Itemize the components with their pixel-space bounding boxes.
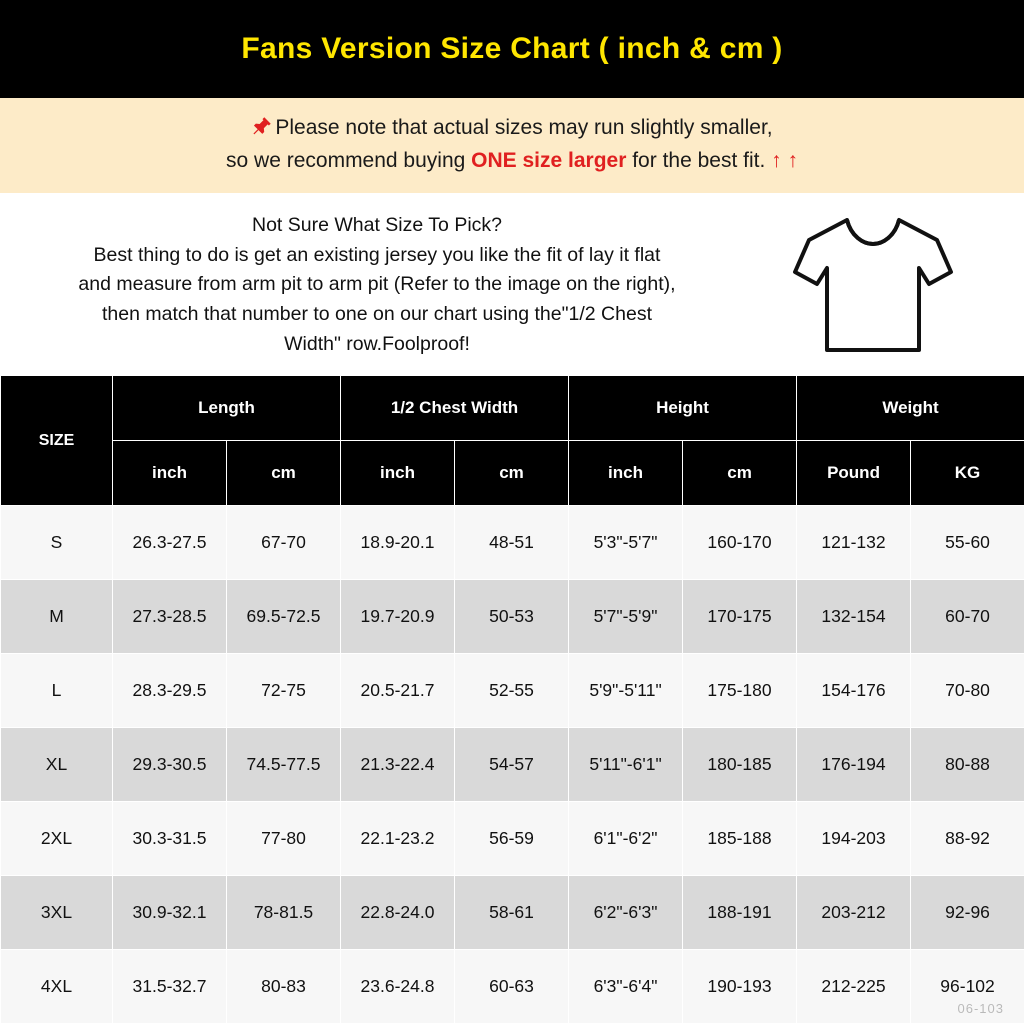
cell-chest-cm: 50-53 bbox=[455, 580, 569, 654]
tshirt-icon bbox=[787, 210, 959, 360]
cell-weight-kg: 96-102 bbox=[911, 950, 1024, 1024]
cell-length-cm: 67-70 bbox=[227, 506, 341, 580]
note-line-2 bbox=[0, 145, 1024, 178]
note-highlight: ONE size larger bbox=[471, 148, 627, 172]
column-header-height-cm: cm bbox=[683, 441, 797, 506]
cell-size: 3XL bbox=[1, 876, 113, 950]
cell-chest-cm: 56-59 bbox=[455, 802, 569, 876]
title-bar bbox=[0, 0, 1024, 98]
cell-height-inch: 6'3"-6'4" bbox=[569, 950, 683, 1024]
size-table-wrapper bbox=[0, 375, 1024, 1024]
cell-height-cm: 188-191 bbox=[683, 876, 797, 950]
column-header-size: SIZE bbox=[1, 376, 113, 506]
cell-weight-kg: 60-70 bbox=[911, 580, 1024, 654]
cell-weight-pound: 203-212 bbox=[797, 876, 911, 950]
column-group-weight: Weight bbox=[797, 376, 1024, 441]
cell-length-cm: 72-75 bbox=[227, 654, 341, 728]
note-line-1 bbox=[0, 112, 1024, 145]
cell-chest-inch: 20.5-21.7 bbox=[341, 654, 455, 728]
cell-chest-cm: 58-61 bbox=[455, 876, 569, 950]
table-head bbox=[1, 376, 1024, 506]
column-header-chest-cm: cm bbox=[455, 441, 569, 506]
cell-chest-cm: 52-55 bbox=[455, 654, 569, 728]
cell-length-inch: 31.5-32.7 bbox=[113, 950, 227, 1024]
cell-chest-cm: 48-51 bbox=[455, 506, 569, 580]
cell-size: 2XL bbox=[1, 802, 113, 876]
cell-weight-kg: 92-96 bbox=[911, 876, 1024, 950]
cell-weight-kg: 70-80 bbox=[911, 654, 1024, 728]
cell-chest-inch: 18.9-20.1 bbox=[341, 506, 455, 580]
note-text-2a: so we recommend buying bbox=[226, 148, 472, 172]
cell-weight-pound: 132-154 bbox=[797, 580, 911, 654]
cell-weight-kg: 80-88 bbox=[911, 728, 1024, 802]
cell-length-inch: 26.3-27.5 bbox=[113, 506, 227, 580]
help-line: Width" row.Foolproof! bbox=[284, 332, 470, 355]
table-group-row bbox=[1, 376, 1024, 441]
table-body bbox=[1, 506, 1024, 1024]
table-row bbox=[1, 950, 1024, 1024]
table-row bbox=[1, 728, 1024, 802]
cell-length-cm: 77-80 bbox=[227, 802, 341, 876]
cell-size: M bbox=[1, 580, 113, 654]
cell-chest-inch: 21.3-22.4 bbox=[341, 728, 455, 802]
cell-size: 4XL bbox=[1, 950, 113, 1024]
column-header-length-cm: cm bbox=[227, 441, 341, 506]
cell-height-inch: 5'7"-5'9" bbox=[569, 580, 683, 654]
cell-length-inch: 28.3-29.5 bbox=[113, 654, 227, 728]
note-text-2b: for the best fit. bbox=[626, 148, 772, 172]
column-group-length: Length bbox=[113, 376, 341, 441]
cell-length-cm: 74.5-77.5 bbox=[227, 728, 341, 802]
cell-height-inch: 5'9"-5'11" bbox=[569, 654, 683, 728]
up-arrows-icon: ↑ ↑ bbox=[771, 148, 798, 172]
column-group-chest-width: 1/2 Chest Width bbox=[341, 376, 569, 441]
column-header-length-inch: inch bbox=[113, 441, 227, 506]
note-text-1: Please note that actual sizes may run slightly smaller, bbox=[275, 116, 773, 139]
cell-chest-inch: 22.1-23.2 bbox=[341, 802, 455, 876]
help-line: then match that number to one on our chart using the"1/2 Chest bbox=[101, 302, 652, 325]
column-group-height: Height bbox=[569, 376, 797, 441]
table-row bbox=[1, 654, 1024, 728]
help-line: Not Sure What Size To Pick? bbox=[252, 214, 502, 237]
column-header-chest-inch: inch bbox=[341, 441, 455, 506]
cell-height-cm: 190-193 bbox=[683, 950, 797, 1024]
column-header-weight-kg: KG bbox=[911, 441, 1024, 506]
table-row bbox=[1, 802, 1024, 876]
cell-weight-pound: 194-203 bbox=[797, 802, 911, 876]
help-line: Best thing to do is get an existing jersey you like the fit of lay it flat bbox=[93, 243, 661, 266]
cell-weight-pound: 121-132 bbox=[797, 506, 911, 580]
cell-height-inch: 6'2"-6'3" bbox=[569, 876, 683, 950]
cell-length-inch: 30.3-31.5 bbox=[113, 802, 227, 876]
table-row bbox=[1, 876, 1024, 950]
cell-height-cm: 185-188 bbox=[683, 802, 797, 876]
cell-size: S bbox=[1, 506, 113, 580]
cell-height-cm: 170-175 bbox=[683, 580, 797, 654]
cell-chest-inch: 19.7-20.9 bbox=[341, 580, 455, 654]
cell-length-cm: 69.5-72.5 bbox=[227, 580, 341, 654]
cell-weight-kg: 88-92 bbox=[911, 802, 1024, 876]
measure-help-text bbox=[0, 211, 748, 359]
tshirt-illustration bbox=[748, 210, 1024, 360]
cell-chest-cm: 60-63 bbox=[455, 950, 569, 1024]
cell-length-inch: 29.3-30.5 bbox=[113, 728, 227, 802]
measure-help-section bbox=[0, 193, 1024, 375]
cell-height-inch: 5'3"-5'7" bbox=[569, 506, 683, 580]
cell-height-inch: 6'1"-6'2" bbox=[569, 802, 683, 876]
cell-weight-pound: 154-176 bbox=[797, 654, 911, 728]
cell-size: L bbox=[1, 654, 113, 728]
cell-size: XL bbox=[1, 728, 113, 802]
help-line: and measure from arm pit to arm pit (Refer to the image on the right), bbox=[78, 273, 676, 296]
cell-weight-pound: 176-194 bbox=[797, 728, 911, 802]
page-title: Fans Version Size Chart ( inch & cm ) bbox=[241, 32, 783, 65]
column-header-weight-pound: Pound bbox=[797, 441, 911, 506]
table-row bbox=[1, 506, 1024, 580]
cell-height-inch: 5'11"-6'1" bbox=[569, 728, 683, 802]
cell-chest-inch: 22.8-24.0 bbox=[341, 876, 455, 950]
cell-weight-pound: 212-225 bbox=[797, 950, 911, 1024]
pushpin-icon bbox=[251, 115, 273, 137]
table-row bbox=[1, 580, 1024, 654]
cell-chest-inch: 23.6-24.8 bbox=[341, 950, 455, 1024]
cell-height-cm: 160-170 bbox=[683, 506, 797, 580]
table-unit-row bbox=[1, 441, 1024, 506]
cell-chest-cm: 54-57 bbox=[455, 728, 569, 802]
cell-length-cm: 80-83 bbox=[227, 950, 341, 1024]
size-table bbox=[0, 375, 1024, 1024]
column-header-height-inch: inch bbox=[569, 441, 683, 506]
cell-length-inch: 27.3-28.5 bbox=[113, 580, 227, 654]
cell-length-inch: 30.9-32.1 bbox=[113, 876, 227, 950]
cell-height-cm: 175-180 bbox=[683, 654, 797, 728]
watermark-text: 06-103 bbox=[957, 1001, 1004, 1016]
note-banner bbox=[0, 98, 1024, 193]
cell-length-cm: 78-81.5 bbox=[227, 876, 341, 950]
cell-height-cm: 180-185 bbox=[683, 728, 797, 802]
cell-weight-kg: 55-60 bbox=[911, 506, 1024, 580]
